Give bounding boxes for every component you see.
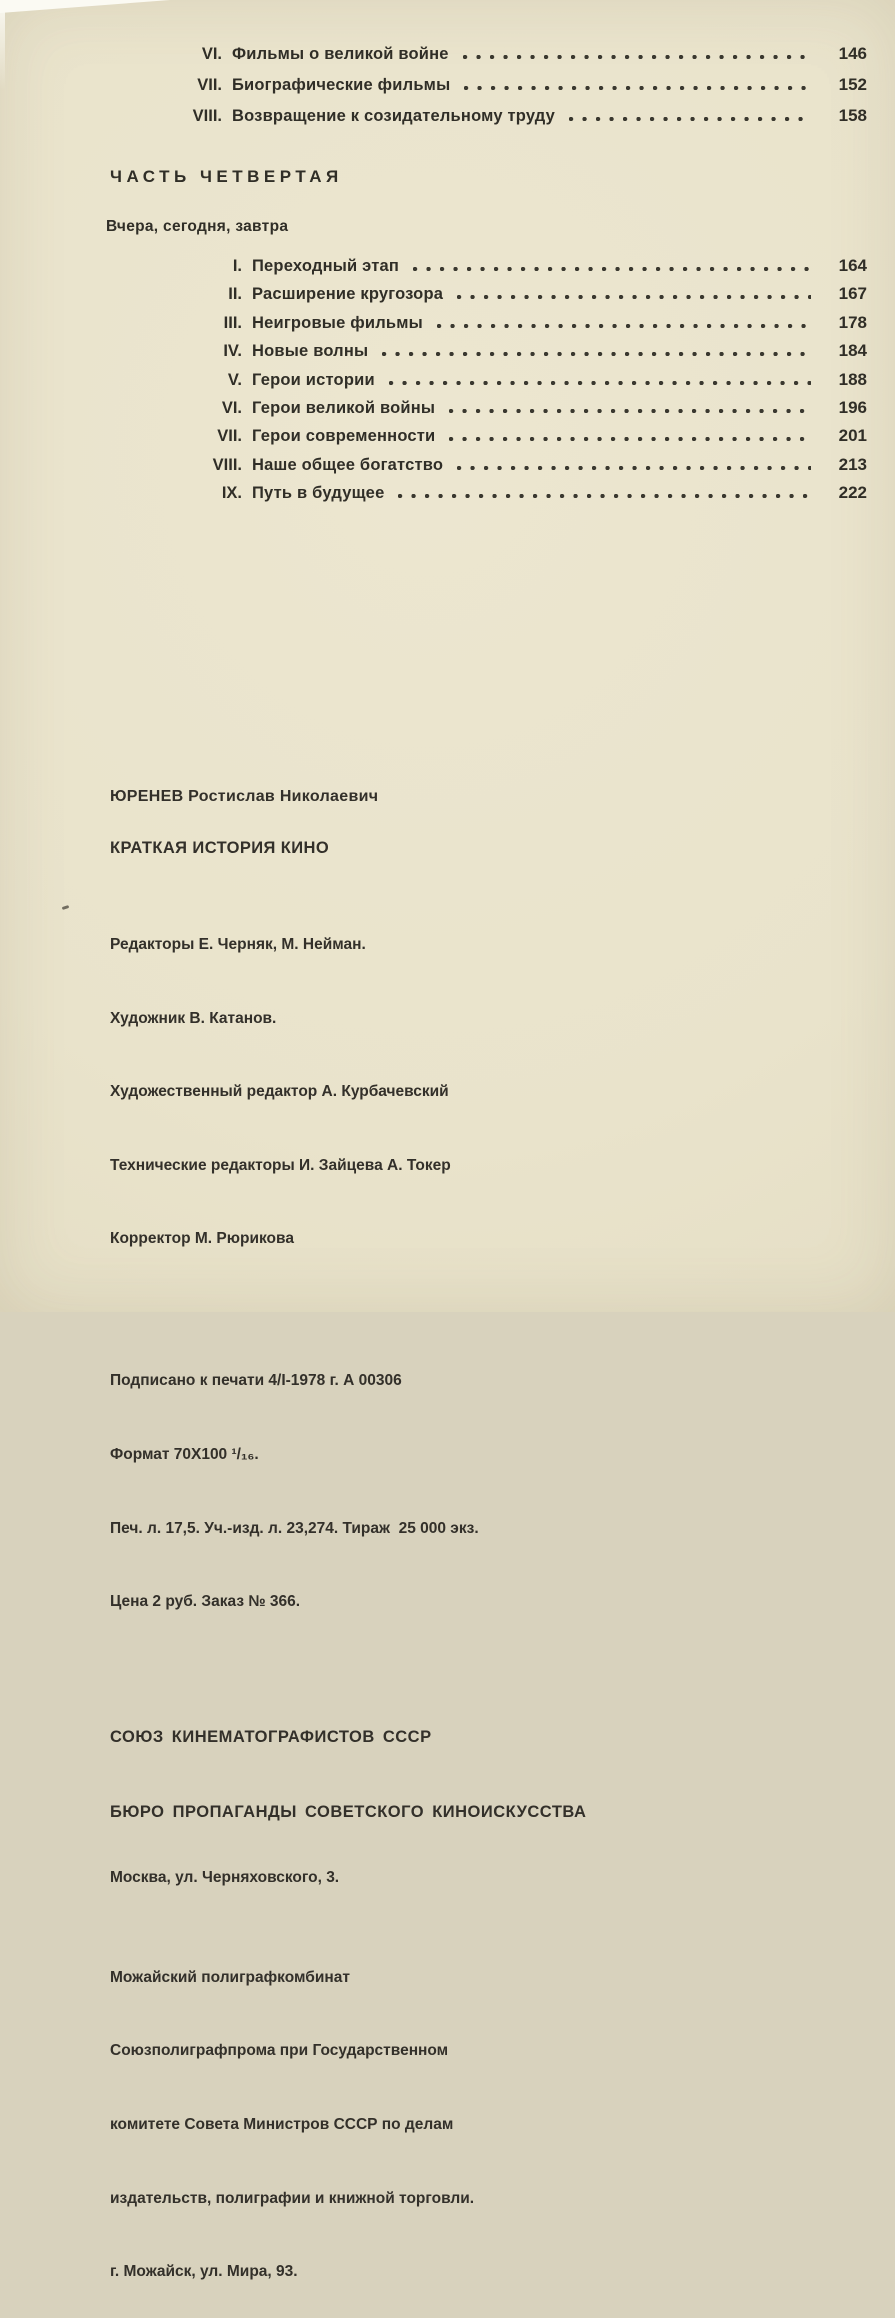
toc-entry-number: IX. bbox=[221, 484, 242, 503]
printing-house-line: г. Можайск, ул. Мира, 93. bbox=[110, 2263, 298, 2281]
toc-entry-title: Неигровые фильмы bbox=[252, 313, 423, 332]
dot-leader bbox=[449, 437, 811, 441]
toc-entry-title: Расширение кругозора bbox=[252, 285, 444, 304]
toc-entry-page: 222 bbox=[838, 483, 867, 503]
print-run-info bbox=[110, 1299, 710, 1648]
credit-line: Художник В. Катанов. bbox=[110, 1009, 277, 1027]
toc-entry bbox=[110, 44, 867, 75]
toc-continuation bbox=[110, 44, 867, 137]
print-info-line: Цена 2 руб. Заказ № 366. bbox=[110, 1593, 301, 1611]
printing-house-line: Можайский полиграфкомбинат bbox=[110, 1968, 350, 1986]
credit-line: Художественный редактор А. Курбачевский bbox=[110, 1083, 449, 1101]
toc-entry-page: 164 bbox=[838, 256, 867, 275]
toc-entry-number: II. bbox=[228, 285, 242, 304]
publisher-line: СОЮЗ КИНЕМАТОГРАФИСТОВ СССР bbox=[110, 1728, 432, 1747]
print-info-line: Подписано к печати 4/I-1978 г. А 00306 bbox=[110, 1371, 402, 1389]
toc-entry-number: VIII. bbox=[212, 455, 242, 474]
printing-house-line: комитете Совета Министров СССР по делам bbox=[110, 2115, 454, 2133]
dot-leader bbox=[457, 295, 811, 299]
credit-line: Технические редакторы И. Зайцева А. Токер bbox=[110, 1156, 451, 1174]
dot-leader bbox=[463, 55, 811, 59]
toc-entry-page: 201 bbox=[838, 426, 867, 446]
toc-entry-page: 152 bbox=[838, 75, 867, 94]
editorial-credits bbox=[110, 863, 710, 1285]
dot-leader bbox=[382, 352, 811, 356]
part-heading: ЧАСТЬ ЧЕТВЕРТАЯ bbox=[110, 167, 343, 186]
print-info-line: Печ. л. 17,5. Уч.-изд. л. 23,274. Тираж 25 000 экз. bbox=[110, 1519, 479, 1537]
toc-entry-title: Возвращение к созидательному труду bbox=[232, 107, 556, 125]
toc-entry-number: VIII. bbox=[192, 107, 222, 125]
toc-entry bbox=[110, 483, 867, 511]
dot-leader bbox=[413, 267, 811, 271]
scan-edge-strip bbox=[0, 0, 5, 90]
toc-entry-page: 213 bbox=[838, 454, 867, 474]
credit-line: Корректор М. Рюрикова bbox=[110, 1230, 294, 1248]
toc-entry-number: VII. bbox=[217, 427, 242, 446]
part-subtitle: Вчера, сегодня, завтра bbox=[106, 218, 289, 235]
toc-entry-title: Фильмы о великой войне bbox=[232, 45, 449, 63]
toc-entry bbox=[110, 106, 867, 137]
credit-line: Редакторы Е. Черняк, М. Нейман. bbox=[110, 936, 366, 953]
toc-entry bbox=[110, 370, 867, 398]
dot-leader bbox=[569, 117, 811, 121]
toc-entry-number: I. bbox=[232, 257, 242, 275]
toc-entry bbox=[110, 256, 867, 284]
toc-part-four bbox=[110, 256, 867, 512]
toc-entry-page: 146 bbox=[838, 44, 867, 63]
toc-entry-page: 158 bbox=[838, 106, 867, 125]
dot-leader bbox=[398, 494, 811, 498]
dot-leader bbox=[449, 409, 811, 413]
printing-house bbox=[110, 1896, 710, 2318]
toc-entry-page: 184 bbox=[838, 341, 867, 361]
scan-edge-corner bbox=[0, 0, 170, 13]
toc-entry-number: IV. bbox=[223, 342, 242, 361]
toc-entry-page: 167 bbox=[838, 284, 867, 304]
toc-entry-number: III. bbox=[223, 313, 242, 332]
toc-entry-title: Биографические фильмы bbox=[232, 76, 451, 94]
toc-entry-number: VII. bbox=[197, 76, 222, 94]
toc-entry-page: 196 bbox=[838, 397, 867, 417]
scan-speck bbox=[62, 905, 70, 910]
toc-entry bbox=[110, 455, 867, 483]
toc-entry bbox=[110, 75, 867, 106]
author-name: ЮРЕНЕВ Ростислав Николаевич bbox=[110, 788, 379, 805]
book-title: КРАТКАЯ ИСТОРИЯ КИНО bbox=[110, 839, 330, 857]
dot-leader bbox=[437, 324, 811, 328]
toc-entry-title: Путь в будущее bbox=[252, 484, 385, 503]
printing-house-line: издательств, полиграфии и книжной торговли. bbox=[110, 2189, 475, 2207]
toc-entry-number: VI. bbox=[221, 398, 242, 417]
dot-leader bbox=[389, 381, 811, 385]
publisher-line: БЮРО ПРОПАГАНДЫ СОВЕТСКОГО КИНОИСКУССТВА bbox=[110, 1803, 587, 1822]
dot-leader bbox=[457, 466, 811, 470]
publisher bbox=[110, 1655, 710, 1859]
colophon bbox=[110, 788, 710, 2318]
printing-house-line: Союзполиграфпрома при Государственном bbox=[110, 2042, 449, 2060]
toc-entry-title: Герои великой войны bbox=[252, 398, 436, 417]
toc-entry-title: Герои современности bbox=[252, 427, 436, 446]
toc-entry-title: Герои истории bbox=[252, 370, 375, 389]
toc-entry-page: 178 bbox=[838, 312, 867, 332]
publisher-address: Москва, ул. Черняховского, 3. bbox=[110, 1869, 340, 1887]
toc-entry bbox=[110, 426, 867, 454]
toc-entry-number: VI. bbox=[201, 45, 222, 63]
toc-entry-number: V. bbox=[227, 370, 242, 389]
toc-entry-title: Новые волны bbox=[252, 342, 369, 361]
print-info-line: Формат 70Х100 ¹/₁₆. bbox=[110, 1445, 259, 1463]
toc-entry-title: Наше общее богатство bbox=[252, 455, 444, 474]
toc-entry bbox=[110, 284, 867, 312]
toc-entry-title: Переходный этап bbox=[252, 257, 400, 275]
dot-leader bbox=[464, 86, 811, 90]
toc-entry bbox=[110, 398, 867, 426]
toc-entry-page: 188 bbox=[838, 369, 867, 389]
toc-entry bbox=[110, 341, 867, 369]
toc-entry bbox=[110, 313, 867, 341]
